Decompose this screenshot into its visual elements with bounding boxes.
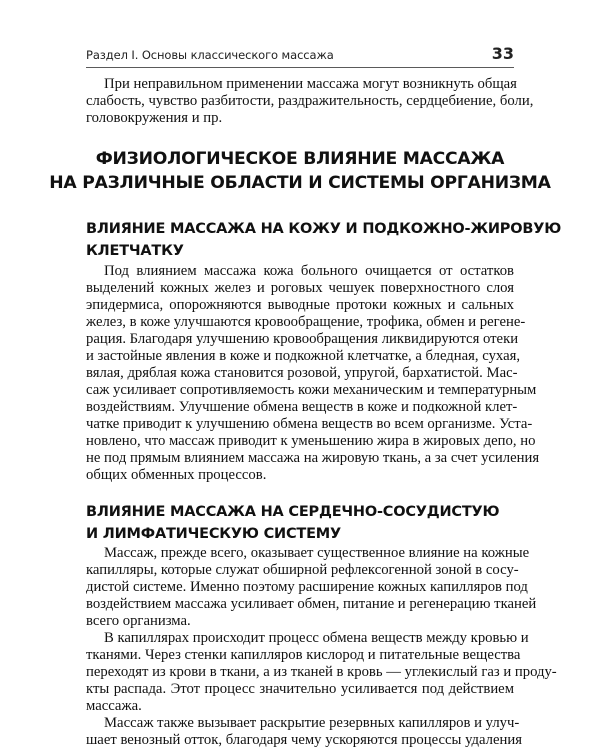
paragraph-line: всего организма. — [86, 613, 191, 629]
paragraph-line: вялая, дряблая кожа становится розовой, упругой, бархатистой. Мас- — [86, 365, 518, 381]
paragraph-line: воздействием массажа усиливает обмен, питание и регенерацию тканей — [86, 596, 537, 612]
section-heading-line: И ЛИМФАТИЧЕСКУЮ СИСТЕМУ — [86, 526, 342, 542]
paragraph-line: эпидермиса, опорожняются выводные протоки кожных и сальных — [86, 297, 514, 313]
paragraph-line: шает венозный отток, благодаря чему ускоряются процессы удаления — [86, 732, 522, 748]
paragraph-line: переходят из крови в ткани, а из тканей в кровь — углекислый газ и проду- — [86, 664, 557, 680]
chapter-title-line: ФИЗИОЛОГИЧЕСКОЕ ВЛИЯНИЕ МАССАЖА — [95, 149, 505, 169]
intro-line: При неправильном применении массажа могут возникнуть общая — [104, 76, 517, 92]
intro-line: головокружения и пр. — [86, 110, 223, 126]
paragraph-line: общих обменных процессов. — [86, 467, 267, 483]
paragraph-line: массажа. — [86, 698, 142, 714]
paragraph-line: выделений кожных желез и роговых чешуек поверхностного слоя — [86, 280, 514, 296]
paragraph-line: рация. Благодаря улучшению кровообращения ликвидируются отеки — [86, 331, 519, 347]
paragraph-line: и застойные явления в коже и подкожной клетчатке, а бледная, сухая, — [86, 348, 521, 364]
running-title: Раздел I. Основы классического массажа — [86, 48, 334, 62]
paragraph-line: тканями. Через стенки капилляров кислород и питательные вещества — [86, 647, 521, 663]
running-header — [86, 44, 514, 66]
paragraph-line: капилляры, которые служат обширной рефлексогенной зоной в сосу- — [86, 562, 519, 578]
paragraph-line: Массаж также вызывает раскрытие резервных капилляров и улуч- — [104, 715, 520, 731]
section-heading-line: ВЛИЯНИЕ МАССАЖА НА СЕРДЕЧНО-СОСУДИСТУЮ — [86, 504, 500, 520]
paragraph-line: дистой системе. Именно поэтому расширение кожных капилляров под — [86, 579, 528, 595]
paragraph-line: саж усиливает сопротивляемость кожи механическим и температурным — [86, 382, 537, 398]
paragraph-line: желез, в коже улучшаются кровообращение, трофика, обмен и регене- — [86, 314, 526, 330]
header-rule — [86, 67, 514, 68]
chapter-title-line: НА РАЗЛИЧНЫЕ ОБЛАСТИ И СИСТЕМЫ ОРГАНИЗМА — [49, 173, 551, 193]
section-heading-line: ВЛИЯНИЕ МАССАЖА НА КОЖУ И ПОДКОЖНО-ЖИРОВУЮ — [86, 221, 562, 237]
paragraph-line: новлено, что массаж приводит к уменьшению жира в жировых депо, но — [86, 433, 536, 449]
paragraph-line: не под прямым влиянием массажа на жировую ткань, а за счет усиления — [86, 450, 540, 466]
section-heading-line: КЛЕТЧАТКУ — [86, 243, 184, 259]
paragraph-line: чатке приводит к улучшению обмена веществ во всем организме. Уста- — [86, 416, 533, 432]
paragraph-line: Массаж, прежде всего, оказывает существенное влияние на кожные — [104, 545, 530, 561]
paragraph-line: Под влиянием массажа кожа больного очищается от остатков — [104, 263, 514, 279]
intro-line: слабость, чувство разбитости, раздражительность, сердцебиение, боли, — [86, 93, 534, 109]
paragraph-line: кты распада. Этот процесс значительно усиливается под действием — [86, 681, 514, 697]
paragraph-line: воздействиям. Улучшение обмена веществ в коже и подкожной клет- — [86, 399, 518, 415]
paragraph-line: В капиллярах происходит процесс обмена веществ между кровью и — [104, 630, 529, 646]
page-number: 33 — [491, 44, 514, 63]
